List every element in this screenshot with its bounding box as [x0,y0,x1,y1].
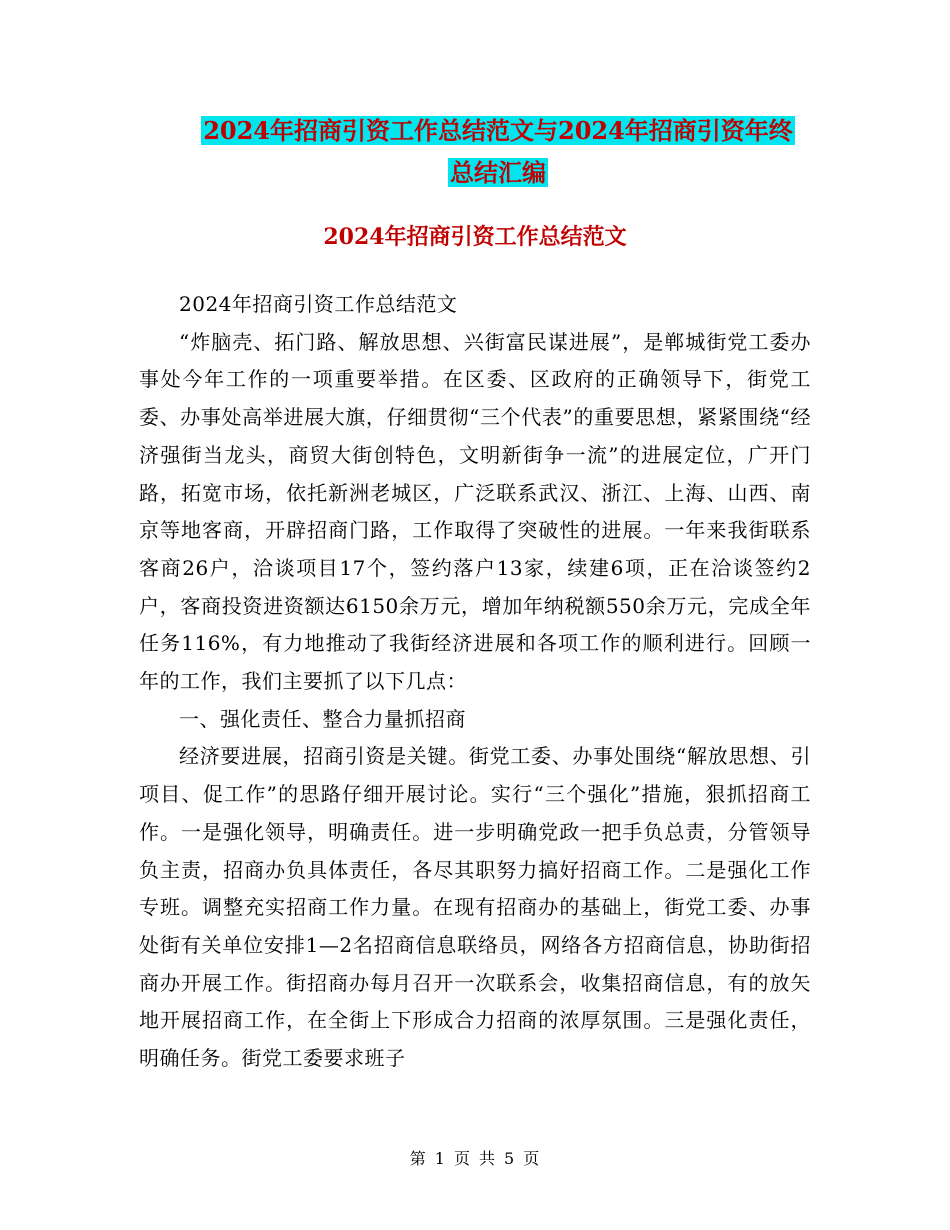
section-heading: 2024年招商引资工作总结范文 [323,224,627,250]
title-line-2: 总结汇编 [450,158,546,187]
body-text [139,286,811,1078]
paragraph: 经济要进展，招商引资是关键。街党工委、办事处围绕“解放思想、引项目、促工作”的思路仔细开展讨论。实行“三个强化”措施，狠抓招商工作。一是强化领导，明确责任。进一步明确党政一把手负总责，分管领导负主责，招商办负具体责任，各尽其职努力搞好招商工作。二是强化工作专班。调整充实招商工作力量。在现有招商办的基础上，街党工委、办事处街有关单位安排1—2名招商信息联络员，网络各方招商信息，协助街招商办开展工作。街招商办每月召开一次联系会，收集招商信息，有的放矢地开展招商工作，在全街上下形成合力招商的浓厚氛围。三是强化责任，明确任务。街党工委要求班子 [139,744,811,1071]
footer-suffix: 页 [523,1149,541,1168]
title-line-1: 2024年招商引资工作总结范文与2024年招商引资年终 [203,116,793,145]
footer-total-prefix: 共 [479,1149,497,1168]
paragraph: 一、强化责任、整合力量抓招商 [179,706,466,731]
footer-total-pages: 5 [504,1149,516,1168]
page-footer [0,1148,950,1170]
footer-page-number: 1 [434,1149,446,1168]
paragraph: “炸脑壳、拓门路、解放思想、兴街富民谋进展”，是郸城街党工委办事处今年工作的一项重要举措。在区委、区政府的正确领导下，街党工委、办事处高举进展大旗，仔细贯彻“三个代表”的重要思想，紧紧围绕“经济强街当龙头，商贸大街创特色，文明新街争一流”的进展定位，广开门路，拓宽市场，依托新洲老城区，广泛联系武汉、浙江、上海、山西、南京等地客商，开辟招商门路，工作取得了突破性的进展。一年来我街联系客商26户，洽谈项目17个，签约落户13家，续建6项，正在洽谈签约2户，客商投资进资额达6150余万元，增加年纳税额550余万元，完成全年任务116%，有力地推动了我街经济进展和各项工作的顺利进行。回顾一年的工作，我们主要抓了以下几点： [139,329,811,694]
document-title [120,110,876,194]
footer-prefix: 第 [409,1149,427,1168]
paragraph: 2024年招商引资工作总结范文 [179,292,458,316]
footer-mid: 页 [453,1149,471,1168]
